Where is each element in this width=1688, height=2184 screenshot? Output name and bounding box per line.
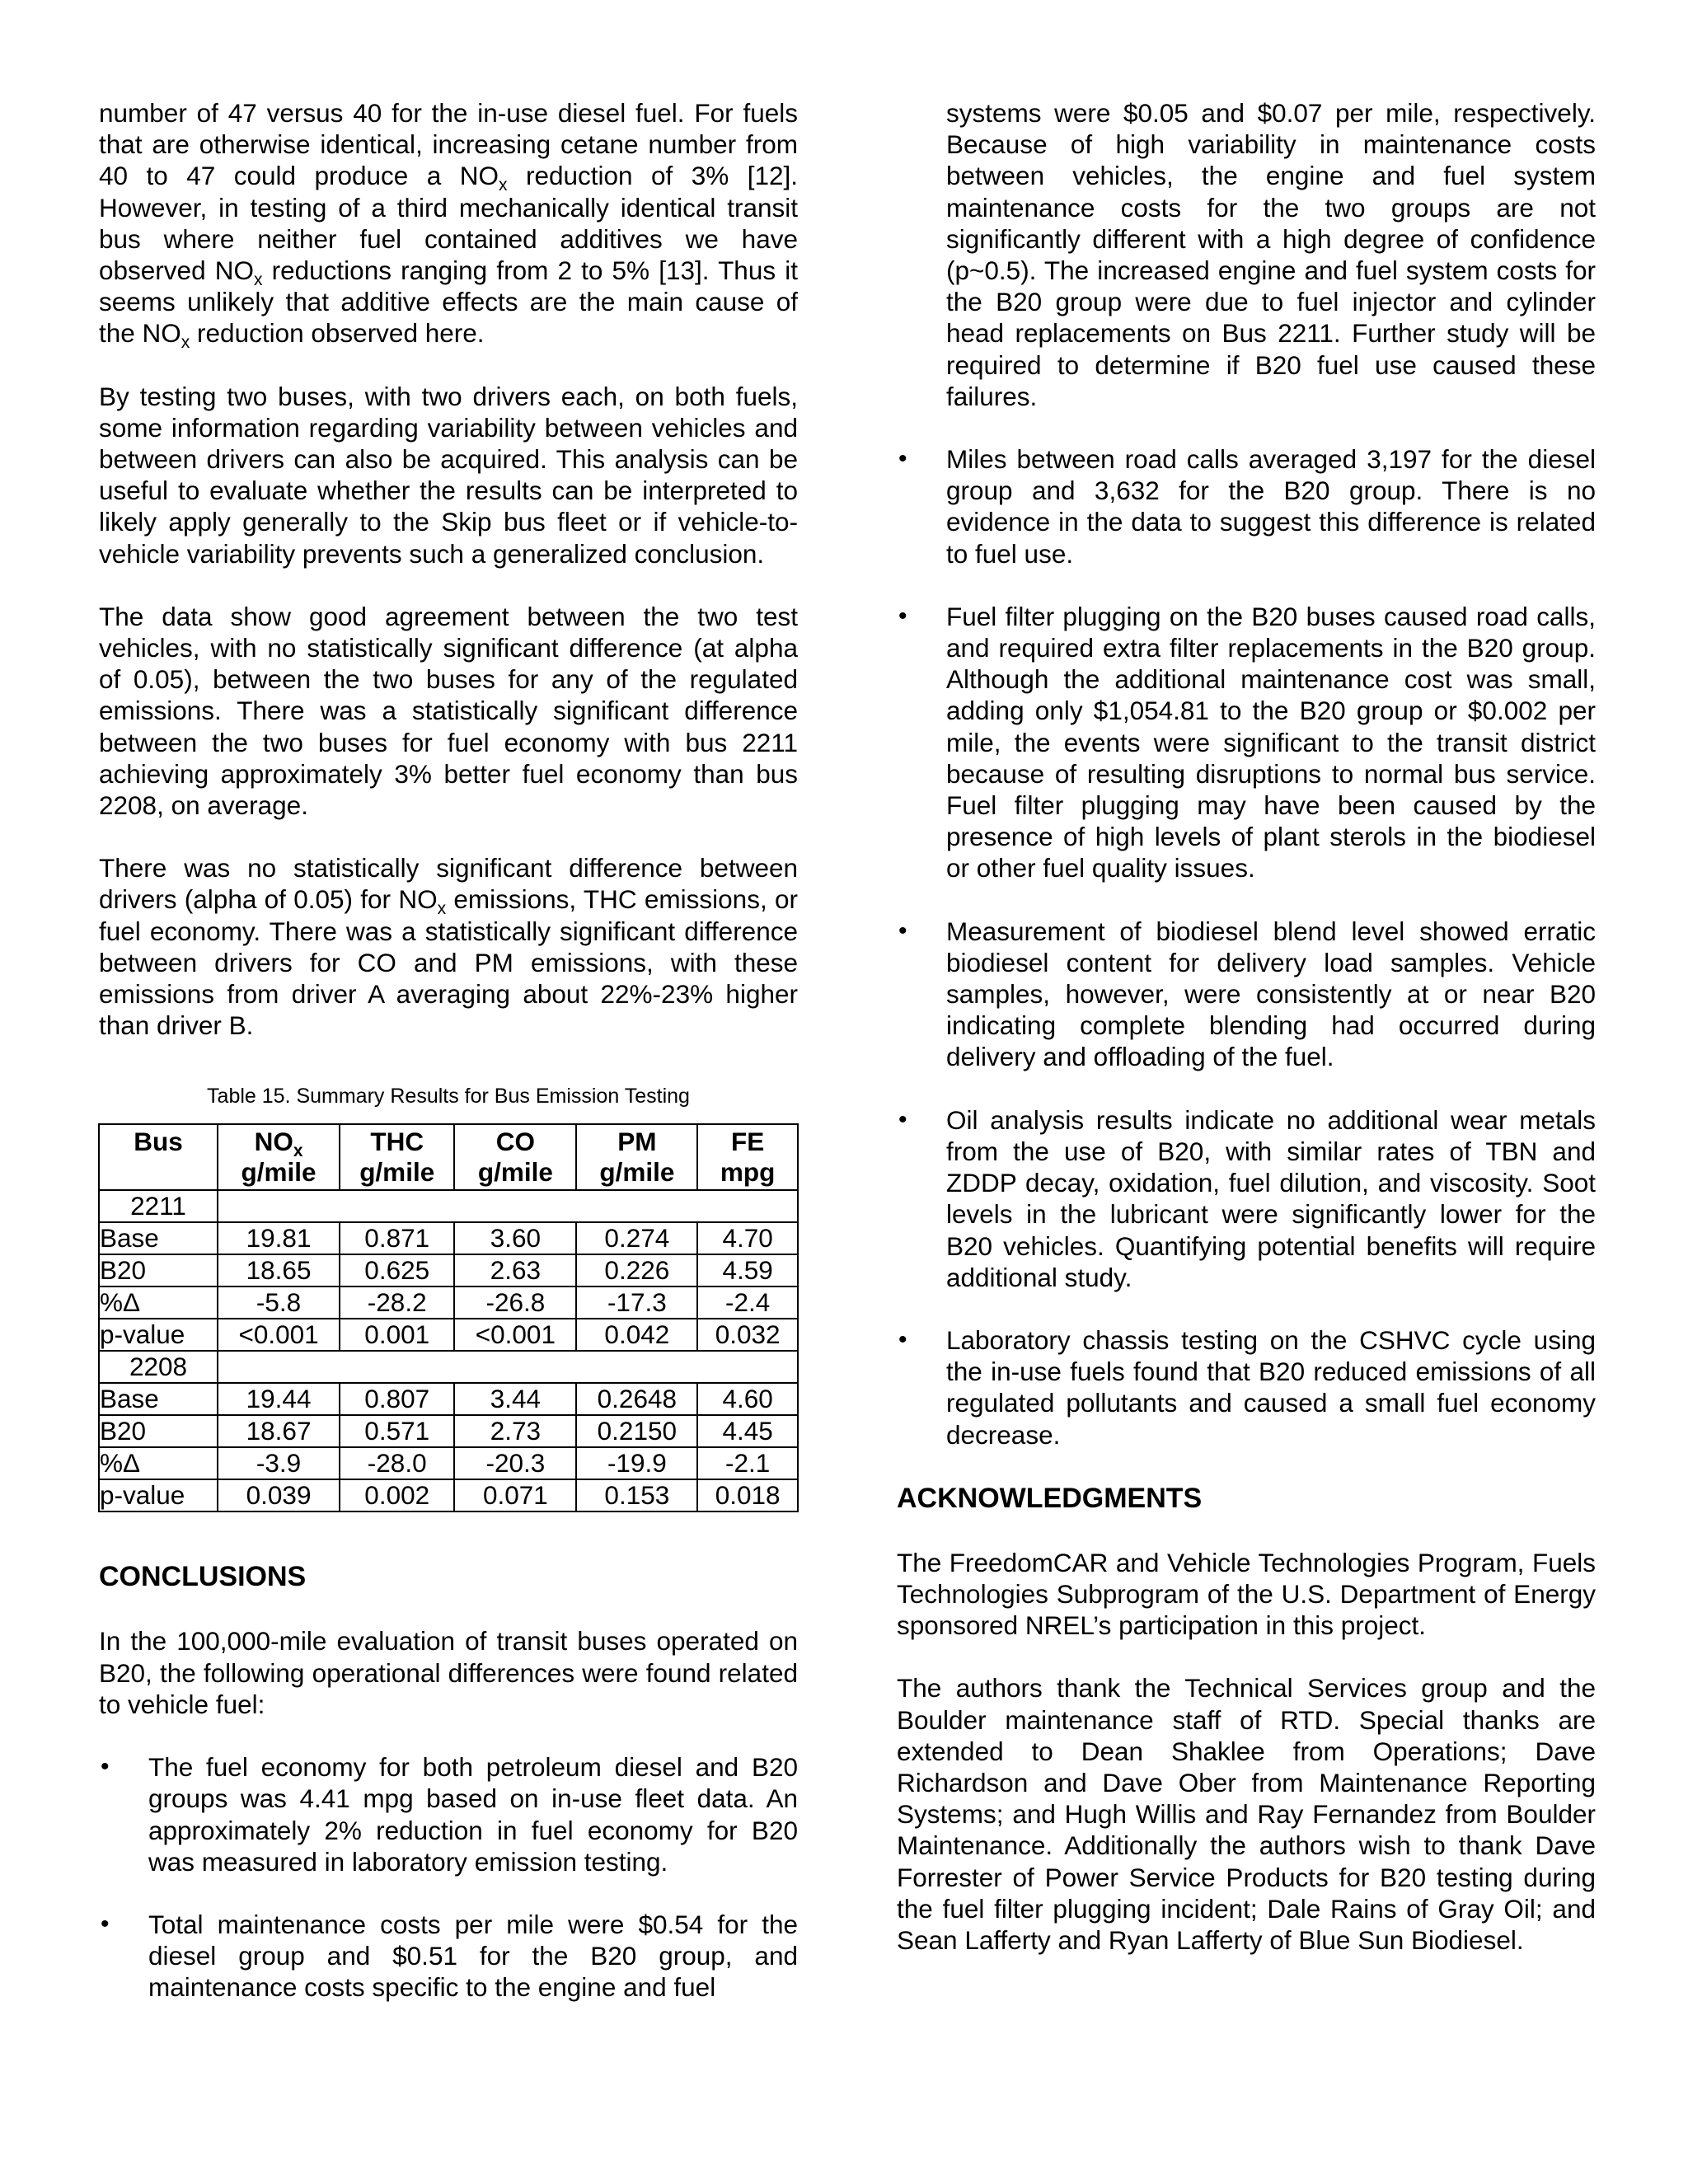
paragraph-cetane: number of 47 versus 40 for the in-use diesel fuel. For fuels that are otherwise identical, increasing cetane number from 40 to 47 could produce a $NO_x$ reduction of 3% [12]. However, in testing of a third mechanically identical transit bus where neither fuel contained additives we have observed $NO_x$ reductions ranging from 2 to 5% [13]. Thus it seems unlikely that additive effects are the main cause of the $NO_x$ reduction observed here. [99,98,798,353]
bus-id-cell: 2208 [99,1351,218,1383]
table-row: Base 19.81 0.871 3.60 0.274 4.70 [99,1222,798,1254]
conclusions-list-continued [897,97,1596,1451]
header-thc: THC g/mile [340,1124,454,1190]
table-caption: Table 15. Summary Results for Bus Emission Testing [207,1085,690,1108]
table-row: %Δ -5.8 -28.2 -26.8 -17.3 -2.4 [99,1286,798,1319]
left-column [99,97,798,2004]
table-row: B20 18.67 0.571 2.73 0.2150 4.45 [99,1415,798,1447]
table-row: B20 18.65 0.625 2.63 0.226 4.59 [99,1254,798,1286]
right-column [897,97,1596,1987]
list-item: • The fuel economy for both petroleum diesel and B20 groups was 4.41 mpg based on in-use fleet data. An approximately 2% reduction in fuel economy for B20 was measured in laboratory emission testing. [99,1751,798,1877]
list-item: • Oil analysis results indicate no additional wear metals from the use of B20, with similar rates of TBN and ZDDP decay, oxidation, fuel dilution, and viscosity. Soot levels in the lubricant were significantly lower for the B20 vehicles. Quantifying potential benefits will require additional study. [897,1104,1596,1293]
bus-id-cell: 2211 [99,1190,218,1222]
header-fe: FE mpg [697,1124,798,1190]
list-item: • Miles between road calls averaged 3,197 for the diesel group and 3,632 for the B20 group. There is no evidence in the data to suggest this difference is related to fuel use. [897,443,1596,569]
paragraph-agreement: The data show good agreement between the two test vehicles, with no statistically significant difference (at alpha of 0.05), between the two buses for any of the regulated emissions. There was a statistically significant difference between the two buses for fuel economy with bus 2211 achieving approximately 3% better fuel economy than bus 2208, on average. [99,601,798,821]
table-row: p-value 0.039 0.002 0.071 0.153 0.018 [99,1479,798,1511]
list-item: • Measurement of biodiesel blend level showed erratic biodiesel content for delivery load samples. Vehicle samples, however, were consistently at or near B20 indicating complete blending had occurred during delivery and offloading of the fuel. [897,916,1596,1073]
table-row: Base 19.44 0.807 3.44 0.2648 4.60 [99,1383,798,1415]
acknowledgments-paragraph: The FreedomCAR and Vehicle Technologies Program, Fuels Technologies Subprogram of the U.S. Department of Energy sponsored NREL’s participation in this project. [897,1547,1596,1641]
acknowledgments-heading: ACKNOWLEDGMENTS [897,1482,1203,1514]
list-item: • Laboratory chassis testing on the CSHVC cycle using the in-use fuels found that B20 reduced emissions of all regulated pollutants and caused a small fuel economy decrease. [897,1324,1596,1451]
table-bus-row [99,1351,798,1383]
acknowledgments-paragraph: The authors thank the Technical Services group and the Boulder maintenance staff of RTD. Special thanks are extended to Dean Shaklee from Operations; Dave Richardson and Dave Ober from Maintenance Reporting Systems; and Hugh Willis and Ray Fernandez from Boulder Maintenance. Additionally the authors wish to thank Dave Forrester of Power Service Products for B20 testing during the fuel filter plugging incident; Dale Rains of Gray Oil; and Sean Lafferty and Ryan Lafferty of Blue Sun Biodiesel. [897,1673,1596,1955]
list-item: • Fuel filter plugging on the B20 buses caused road calls, and required extra filter replacements in the B20 group. Although the additional maintenance cost was small, adding only $1,054.81 to the B20 group or $0.002 per mile, the events were significant to the transit district because of resulting disruptions to normal bus service. Fuel filter plugging may have been caused by the presence of high levels of plant sterols in the biodiesel or other fuel quality issues. [897,601,1596,884]
conclusions-intro: In the 100,000-mile evaluation of transit buses operated on B20, the following operational differences were found related to vehicle fuel: [99,1626,798,1719]
header-co: CO g/mile [454,1124,576,1190]
list-item-continued: systems were $0.05 and $0.07 per mile, respectively. Because of high variability in maintenance costs between vehicles, the engine and fuel system maintenance costs for the two groups are not significantly different with a high degree of confidence (p~0.5). The increased engine and fuel system costs for the B20 group were due to fuel injector and cylinder head replacements on Bus 2211. Further study will be required to determine if B20 fuel use caused these failures. [946,98,1596,411]
header-bus: Bus [99,1124,218,1190]
table-row: %Δ -3.9 -28.0 -20.3 -19.9 -2.1 [99,1447,798,1479]
header-pm: PM g/mile [576,1124,697,1190]
emissions-summary-table [98,1123,799,1512]
list-item: • Total maintenance costs per mile were $0.54 for the diesel group and $0.51 for the B20 group, and maintenance costs specific to the engine and fuel [99,1909,798,2004]
table-row: p-value <0.001 0.001 <0.001 0.042 0.032 [99,1319,798,1351]
paragraph-drivers: There was no statistically significant difference between drivers (alpha of 0.05) for $NO_x$ emissions, THC emissions, or fuel economy. There was a statistically significant difference between drivers for CO and PM emissions, with these emissions from driver A averaging about 22%-23% higher than driver B. [99,853,798,1041]
table-bus-row [99,1190,798,1222]
conclusions-list [99,1751,798,2003]
table-header-row [99,1124,798,1190]
header-nox: $NO_x$ g/mile [218,1124,340,1190]
paragraph-variability: By testing two buses, with two drivers each, on both fuels, some information regarding variability between vehicles and between drivers can also be acquired. This analysis can be useful to evaluate whether the results can be interpreted to likely apply generally to the Skip bus fleet or if vehicle-to-vehicle variability prevents such a generalized conclusion. [99,381,798,569]
conclusions-heading: CONCLUSIONS [99,1561,307,1593]
